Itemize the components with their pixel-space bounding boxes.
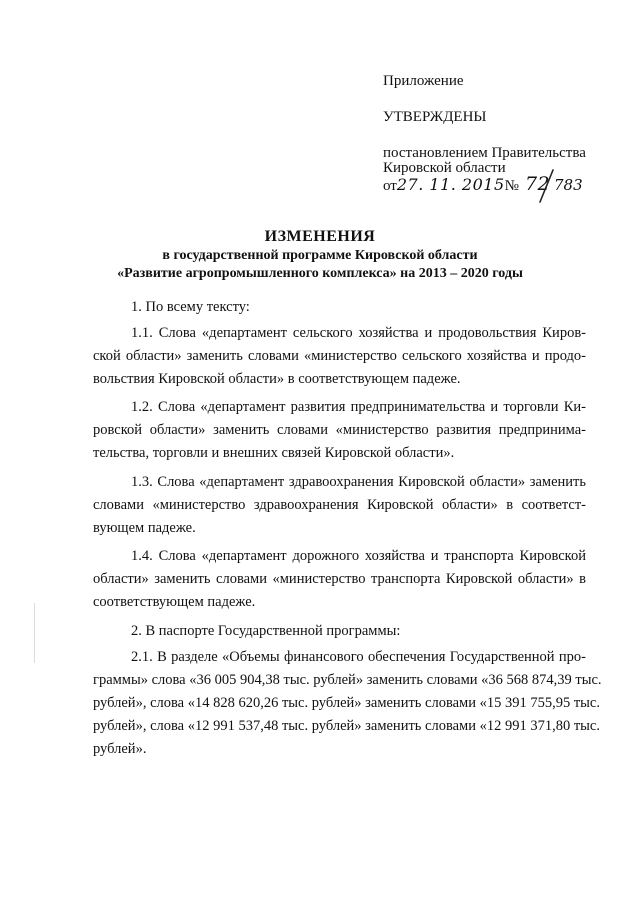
paragraph-line: тельства, торговли и внешних связей Кировской области». [93, 445, 455, 461]
decree-line-2: Кировской области [383, 160, 506, 176]
paragraph-line: 2. В паспорте Государственной программы: [131, 623, 401, 639]
paragraph-1-2 [93, 396, 586, 465]
paragraph-line: 1. По всему тексту: [131, 299, 250, 315]
decree-prefix: от [383, 178, 397, 194]
paragraph-line: 1.3. Слова «департамент здравоохранения Кировской области» заменить [131, 474, 586, 490]
handwritten-date: 27. 11. 2015 [396, 175, 505, 194]
paragraph-line: соответствующем падеже. [93, 594, 256, 610]
paragraph-line: вующем падеже. [93, 520, 196, 536]
paragraph-line: рублей». [93, 741, 147, 757]
paragraph-line: 1.1. Слова «департамент сельского хозяйства и продовольствия Киров- [131, 325, 586, 341]
paragraph-line: 2.1. В разделе «Объемы финансового обеспечения Государственной про- [131, 649, 586, 665]
paragraph-2 [93, 620, 586, 643]
paragraph-line: рублей», слова «14 828 620,26 тыс. рублей» заменить словами «15 391 755,95 тыс. [93, 695, 600, 711]
title-subline-1: в государственной программе Кировской области [162, 248, 478, 263]
decree-line-1: постановлением Правительства [383, 145, 586, 161]
scan-margin-mark [34, 603, 35, 663]
title-subline-2: «Развитие агропромышленного комплекса» на 2013 – 2020 годы [117, 266, 523, 281]
paragraph-line: вольствия Кировской области» в соответствующем падеже. [93, 371, 461, 387]
paragraph-2-1 [93, 646, 602, 761]
paragraph-1 [93, 296, 586, 319]
handwritten-number: 72 [524, 173, 551, 195]
paragraph-line: 1.4. Слова «департамент дорожного хозяйства и транспорта Кировской [131, 548, 586, 564]
paragraph-1-1 [93, 322, 586, 391]
paragraph-line: ской области» заменить словами «министерство сельского хозяйства и продо- [93, 348, 586, 364]
number-sign: № [504, 178, 519, 194]
paragraph-line: граммы» слова «36 005 904,38 тыс. рублей» заменить словами «36 568 874,39 тыс. [93, 672, 602, 688]
paragraph-line: словами «министерство здравоохранения Кировской области» в соответст- [93, 497, 586, 513]
paragraph-line: 1.2. Слова «департамент развития предпринимательства и торговли Ки- [131, 399, 586, 415]
handwritten-number-2: 783 [554, 176, 583, 194]
decree-date-line [383, 173, 551, 195]
paragraph-line: ровской области» заменить словами «министерство развития предпринима- [93, 422, 586, 438]
paragraph-1-3 [93, 471, 586, 540]
appendix-label: Приложение [383, 73, 464, 89]
document-title: ИЗМЕНЕНИЯ [264, 228, 376, 245]
paragraph-line: области» заменить словами «министерство транспорта Кировской области» в [93, 571, 586, 587]
approved-label: УТВЕРЖДЕНЫ [383, 109, 487, 125]
paragraph-1-4 [93, 545, 586, 614]
paragraph-line: рублей», слова «12 991 537,48 тыс. рублей» заменить словами «12 991 371,80 тыс. [93, 718, 600, 734]
